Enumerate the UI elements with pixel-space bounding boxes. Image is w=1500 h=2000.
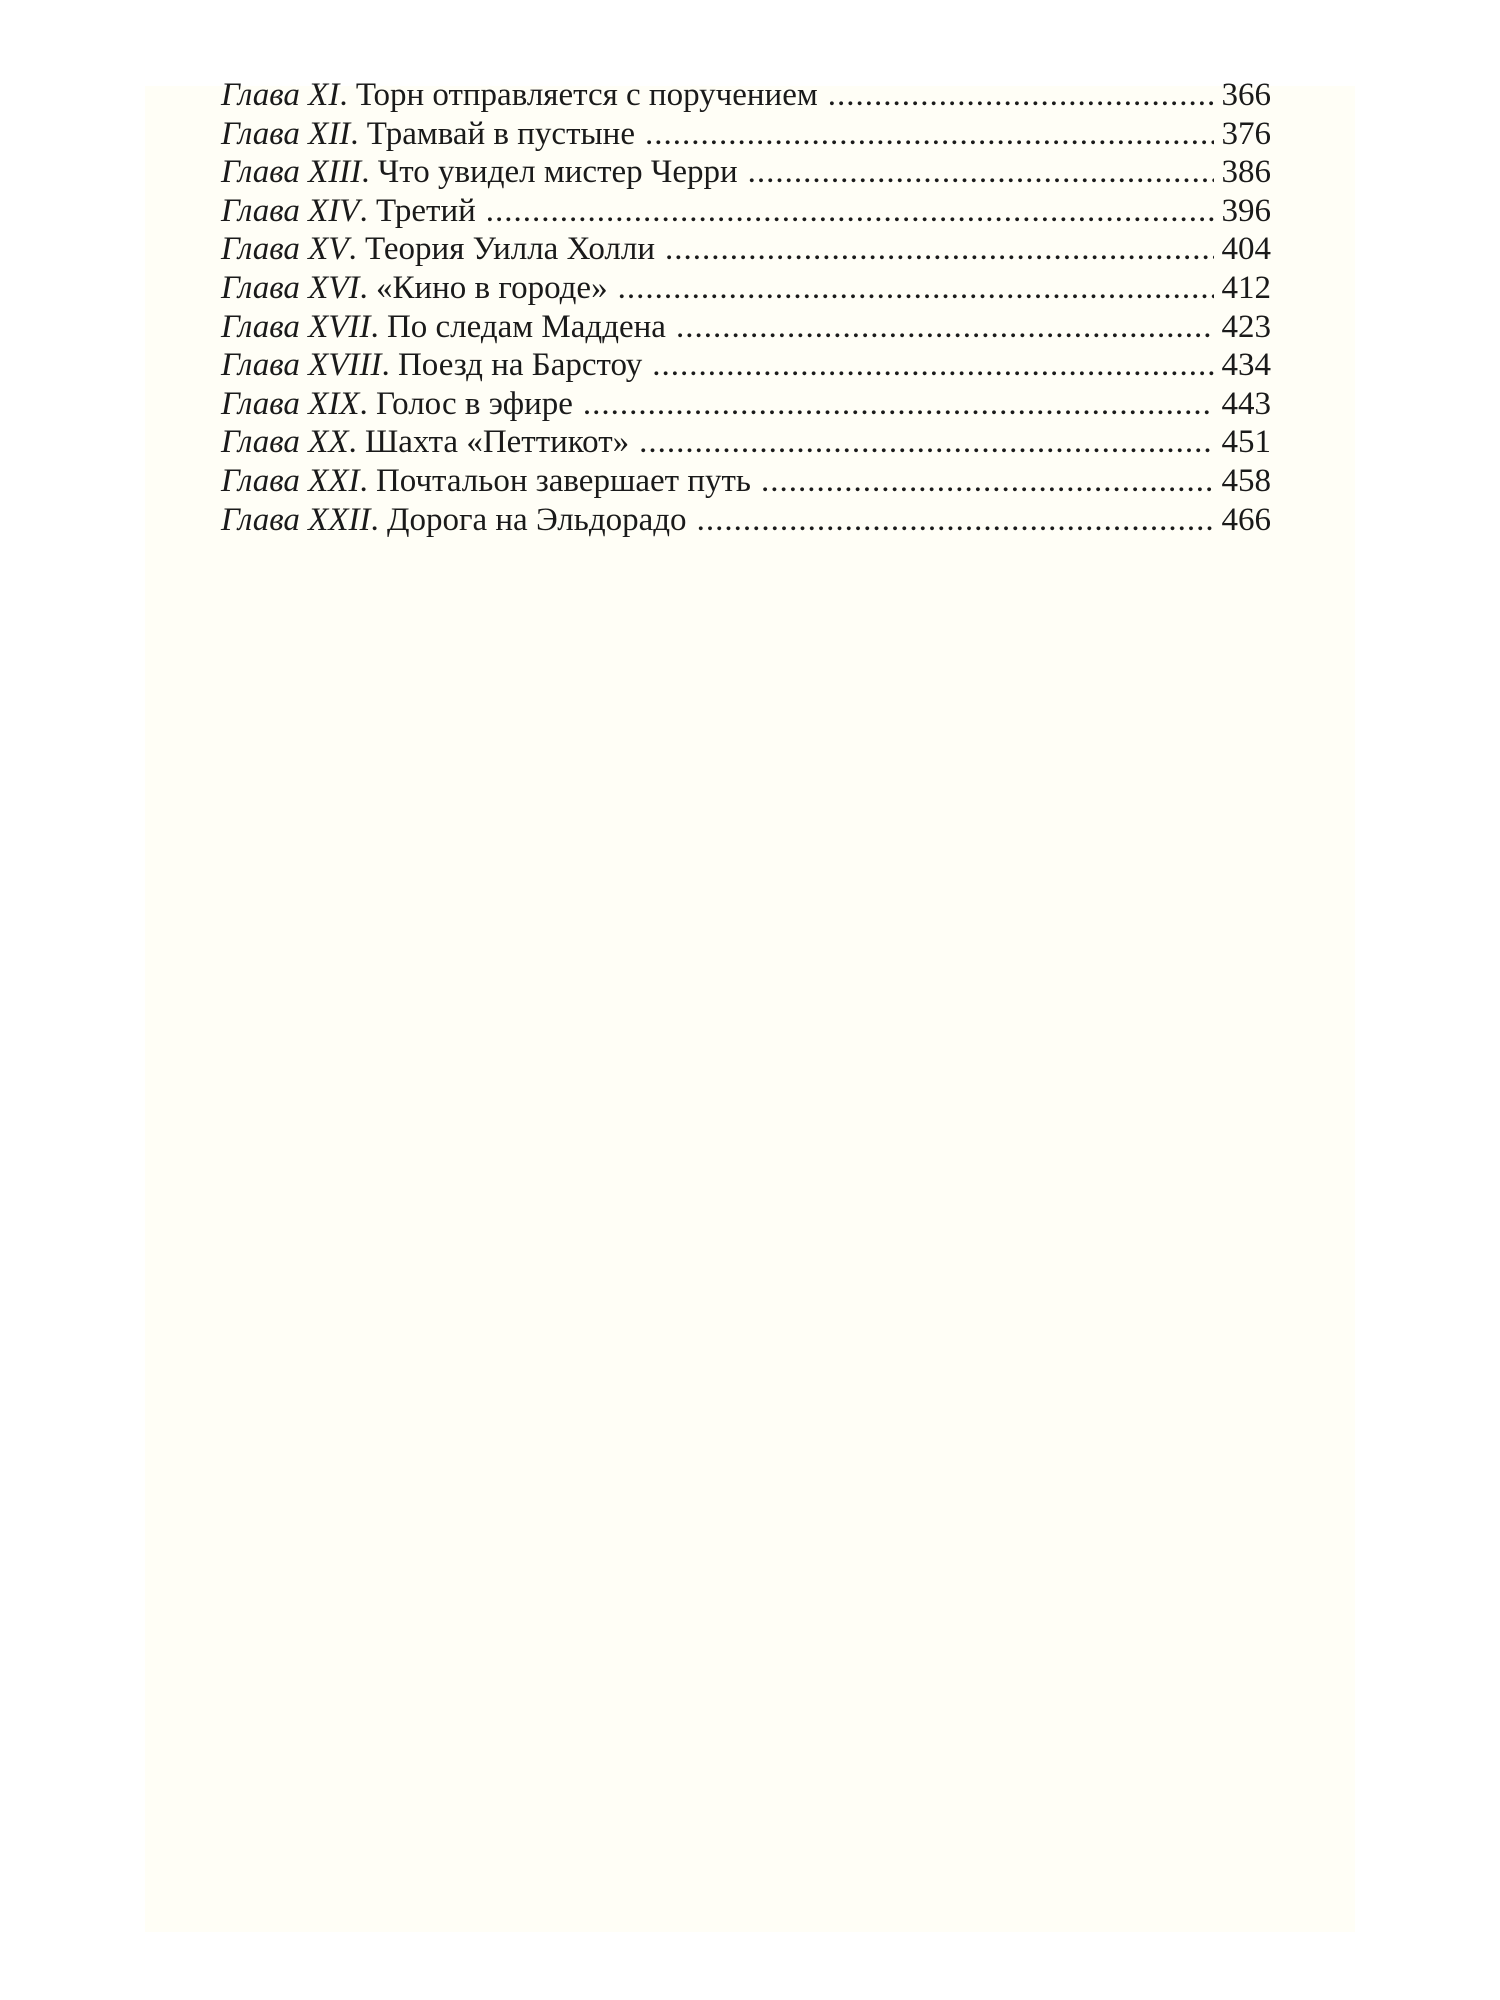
toc-entry [221, 230, 1271, 269]
dot-leader [697, 501, 1214, 540]
toc-entry-title: Глава XXII. Дорога на Эльдорадо [221, 501, 687, 538]
chapter-title: Торн отправляется с поручением [355, 77, 818, 113]
dot-leader [639, 423, 1213, 462]
toc-entry-title: Глава XIX. Голос в эфире [221, 385, 573, 422]
toc-entry [221, 462, 1271, 501]
dot-leader [583, 385, 1214, 424]
toc-entry-title: Глава XX. Шахта «Петтикот» [221, 424, 630, 461]
chapter-label: Глава XII [221, 115, 351, 152]
chapter-title: «Кино в городе» [375, 269, 608, 306]
chapter-label: Глава XX [221, 424, 349, 461]
dot-leader [676, 308, 1214, 347]
chapter-title: Что увидел мистер Черри [377, 154, 738, 191]
dot-leader [652, 346, 1213, 385]
toc-entry [221, 115, 1271, 154]
dot-leader [618, 269, 1214, 308]
dot-leader [828, 76, 1214, 115]
toc-entry [221, 423, 1271, 462]
page-number: 458 [1221, 462, 1271, 499]
chapter-title: Поезд на Барстоу [397, 347, 643, 384]
page-number: 366 [1221, 77, 1271, 113]
chapter-label: Глава XIV [221, 192, 360, 229]
chapter-title: По следам Маддена [386, 308, 666, 345]
dot-leader [645, 115, 1214, 154]
chapter-title: Голос в эфире [375, 385, 573, 422]
page-number: 423 [1221, 308, 1271, 345]
chapter-label: Глава XVI [221, 269, 360, 306]
toc-entry-title: Глава XII. Трамвай в пустыне [221, 115, 635, 152]
toc-entry [221, 346, 1271, 385]
toc-entry-title: Глава XIII. Что увидел мистер Черри [221, 154, 738, 191]
page-number: 404 [1221, 231, 1271, 268]
chapter-label: Глава XIII [221, 154, 362, 191]
dot-leader [748, 153, 1214, 192]
dot-leader [665, 230, 1214, 269]
page-number: 466 [1221, 501, 1271, 538]
chapter-label: Глава XIX [221, 385, 360, 422]
chapter-label: Глава XI [221, 77, 340, 113]
chapter-title: Шахта «Петтикот» [364, 424, 630, 461]
toc-entry-title: Глава XVI. «Кино в городе» [221, 269, 608, 306]
chapter-label: Глава XVIII [221, 347, 382, 384]
page-number: 396 [1221, 192, 1271, 229]
toc-entry-title: Глава XVII. По следам Маддена [221, 308, 666, 345]
toc-entry-title: Глава XV. Теория Уилла Холли [221, 231, 655, 268]
toc-entry [221, 501, 1271, 540]
page-number: 412 [1221, 269, 1271, 306]
chapter-label: Глава XXI [221, 462, 360, 499]
chapter-label: Глава XVII [221, 308, 371, 345]
toc-entry-title: Глава XI. Торн отправляется с поручением [221, 77, 818, 113]
toc-entry-title: Глава XXI. Почтальон завершает путь [221, 462, 751, 499]
toc-entry-title: Глава XIV. Третий [221, 192, 476, 229]
page-number: 451 [1221, 424, 1271, 461]
toc-entry [221, 76, 1271, 115]
toc-entry [221, 192, 1271, 231]
dot-leader [761, 462, 1214, 501]
page-number: 443 [1221, 385, 1271, 422]
page-number: 434 [1221, 347, 1271, 384]
dot-leader [486, 192, 1214, 231]
toc-entry-title: Глава XVIII. Поезд на Барстоу [221, 347, 643, 384]
table-of-contents [221, 76, 1271, 539]
page-number: 376 [1221, 115, 1271, 152]
toc-entry [221, 153, 1271, 192]
chapter-title: Дорога на Эльдорадо [386, 501, 687, 538]
page-number: 386 [1221, 154, 1271, 191]
chapter-title: Третий [375, 192, 476, 229]
chapter-label: Глава XXII [221, 501, 371, 538]
toc-entry [221, 385, 1271, 424]
chapter-label: Глава XV [221, 231, 349, 268]
toc-entry [221, 269, 1271, 308]
chapter-title: Почтальон завершает путь [375, 462, 751, 499]
chapter-title: Трамвай в пустыне [366, 115, 635, 152]
toc-entry [221, 308, 1271, 347]
chapter-title: Теория Уилла Холли [364, 231, 655, 268]
